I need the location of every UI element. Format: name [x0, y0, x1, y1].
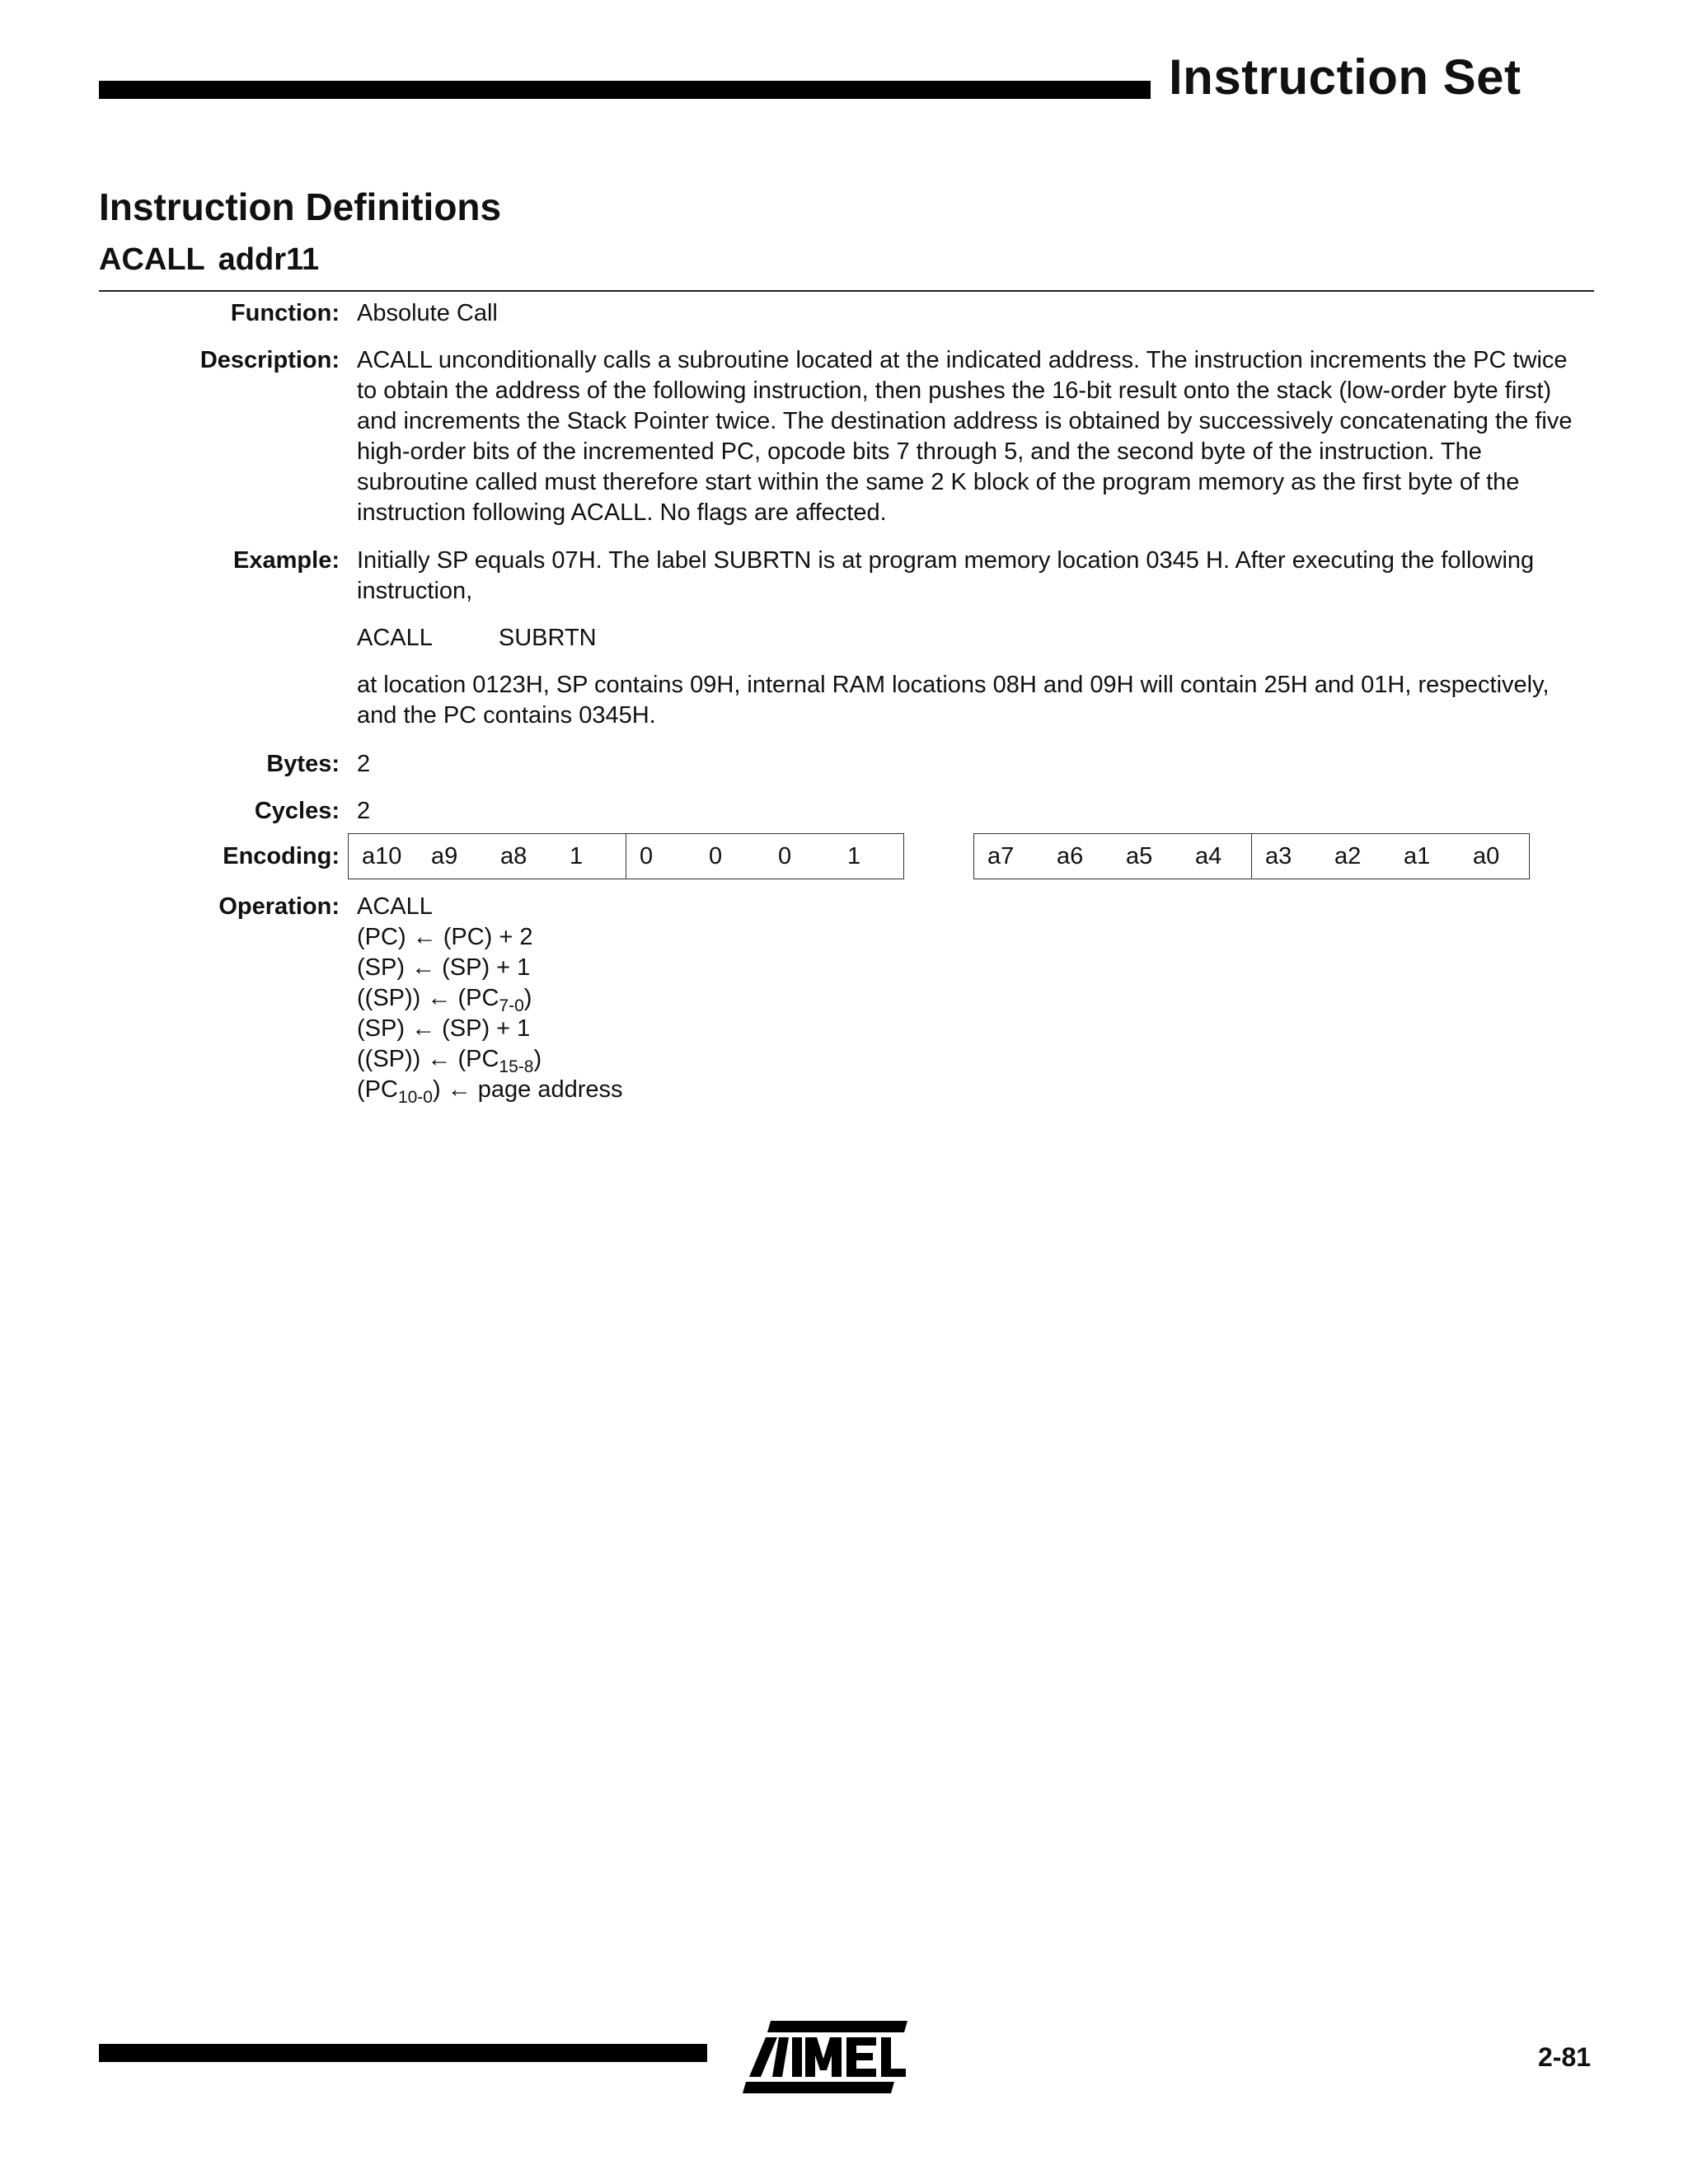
operation-title: ACALL: [357, 893, 433, 920]
operation-step: (SP) ← (SP) + 1: [357, 954, 531, 981]
footer-rule: [99, 2044, 707, 2062]
encoding-label: Encoding:: [223, 843, 340, 869]
encoding-bit: a3: [1265, 843, 1292, 869]
example-code-operand: SUBRTN: [498, 625, 597, 651]
bytes-value: 2: [357, 751, 371, 777]
instruction-rule: [99, 290, 1594, 292]
description-text: ACALL unconditionally calls a subroutine located at the indicated address. The instruction increments the PC twice to obtain the address of the following instruction, then pushes the 16-bit result onto the stack (low-order byte first) and increments the Stack Pointer twice. The destination address is obtained by successively concatenating the five high-order bits of the incremented PC, opcode bits 7 through 5, and the second byte of the instruction. The subroutine called must therefore start within the same 2 K block of the program memory as the first byte of the instruction following ACALL. No flags are affected.: [357, 347, 1573, 526]
encoding-nibble-low: [626, 834, 903, 879]
example-code: [357, 623, 597, 654]
example-result: at location 0123H, SP contains 09H, internal RAM locations 08H and 09H will contain 25H and 01H, respectively, and the PC contains 0345H.: [357, 672, 1550, 729]
example-label: Example:: [233, 547, 340, 574]
encoding-bit: 0: [709, 843, 723, 869]
example-intro: Initially SP equals 07H. The label SUBRTN is at program memory location 0345 H. After executing the following instruction,: [357, 547, 1535, 604]
operation-step: $(PC_{10-0})$ ← page address: [357, 1076, 623, 1107]
encoding-bit: a5: [1126, 843, 1153, 869]
encoding-bit: a9: [431, 843, 458, 869]
operation-block: [357, 892, 1593, 1105]
operation-step: ((SP)) ← $(PC_{15-8})$: [357, 1046, 542, 1076]
operation-step: ((SP)) ← $(PC_{7-0})$: [357, 985, 532, 1015]
encoding-bit: a1: [1404, 843, 1431, 869]
encoding-bit: a6: [1057, 843, 1084, 869]
atmel-logo-icon: [738, 2018, 911, 2097]
page-number: 2-81: [1538, 2042, 1592, 2072]
encoding-bit: 1: [570, 843, 584, 869]
encoding-bit: 1: [847, 843, 861, 869]
operation-label: Operation:: [218, 893, 340, 920]
cycles-value: 2: [357, 798, 371, 824]
instruction-mnemonic: ACALL: [99, 242, 205, 277]
encoding-nibble-high: [349, 834, 626, 879]
encoding-bit: a10: [362, 843, 402, 869]
function-label: Function:: [230, 300, 340, 326]
section-title: Instruction Definitions: [99, 185, 502, 228]
encoding-bit: 0: [640, 843, 654, 869]
encoding-bit: a0: [1473, 843, 1500, 869]
cycles-label: Cycles:: [254, 798, 340, 824]
page-header-title: Instruction Set: [1169, 49, 1522, 105]
description-label: Description:: [199, 347, 340, 373]
encoding-byte-1: [348, 833, 904, 879]
encoding-bit: a2: [1334, 843, 1362, 869]
encoding-nibble-low: [1251, 834, 1529, 879]
encoding-bit: a4: [1195, 843, 1222, 869]
operation-step: (SP) ← (SP) + 1: [357, 1015, 531, 1042]
operation-step: (PC) ← (PC) + 2: [357, 924, 533, 950]
bytes-label: Bytes:: [266, 751, 340, 777]
encoding-byte-2: [973, 833, 1530, 879]
encoding-nibble-high: [974, 834, 1251, 879]
example-code-mnemonic: ACALL: [357, 625, 433, 651]
encoding-bit: a7: [987, 843, 1015, 869]
instruction-title: [99, 243, 319, 278]
instruction-operand: addr11: [218, 242, 320, 277]
encoding-bit: a8: [500, 843, 528, 869]
function-value: Absolute Call: [357, 300, 498, 326]
encoding-bit: 0: [778, 843, 792, 869]
header-rule: [99, 81, 1151, 99]
